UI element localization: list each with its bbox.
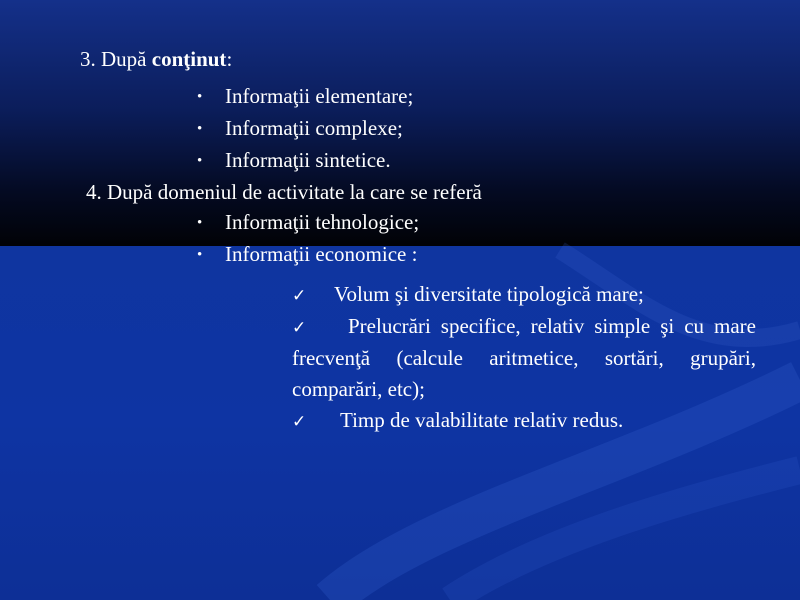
section-3-bold: conţinut [151,47,227,71]
check-item-label: Timp de valabilitate relativ redus. [340,408,624,432]
checkmark-icon: ✓ [292,286,307,305]
check-item-label: Volum şi diversitate tipologică mare; [334,282,644,306]
section-3-suffix: : [226,47,233,71]
check-item-label: Prelucrări specifice, relativ simple şi cu mare frecvenţă (calcule aritmetice, sortări, grupări, comparări, etc); [292,314,756,401]
economic-info-checklist [292,279,756,437]
content-info-list [197,81,413,177]
list-item [197,207,419,239]
checkmark-icon: ✓ [292,412,307,431]
list-item [197,113,413,145]
section-3-prefix: 3. După [80,47,152,71]
list-item-label: Informaţii sintetice. [225,148,391,172]
list-item-label: Informaţii economice : [225,242,418,266]
list-item [197,81,413,113]
domain-info-list [197,207,419,271]
bullet-icon: • [197,247,203,263]
check-item [292,311,756,405]
checkmark-icon: ✓ [292,318,307,337]
list-item-label: Informaţii tehnologice; [225,210,420,234]
bullet-icon: • [197,89,203,105]
check-item [292,405,756,437]
list-item [197,239,419,271]
list-item [197,145,413,177]
bullet-icon: • [197,121,203,137]
bullet-icon: • [197,215,203,231]
list-item-label: Informaţii complexe; [225,116,403,140]
bullet-icon: • [197,153,203,169]
list-item-label: Informaţii elementare; [225,84,414,108]
check-item [292,279,756,311]
section-3-heading [80,47,232,71]
section-4-heading: 4. După domeniul de activitate la care se referă [86,180,482,204]
